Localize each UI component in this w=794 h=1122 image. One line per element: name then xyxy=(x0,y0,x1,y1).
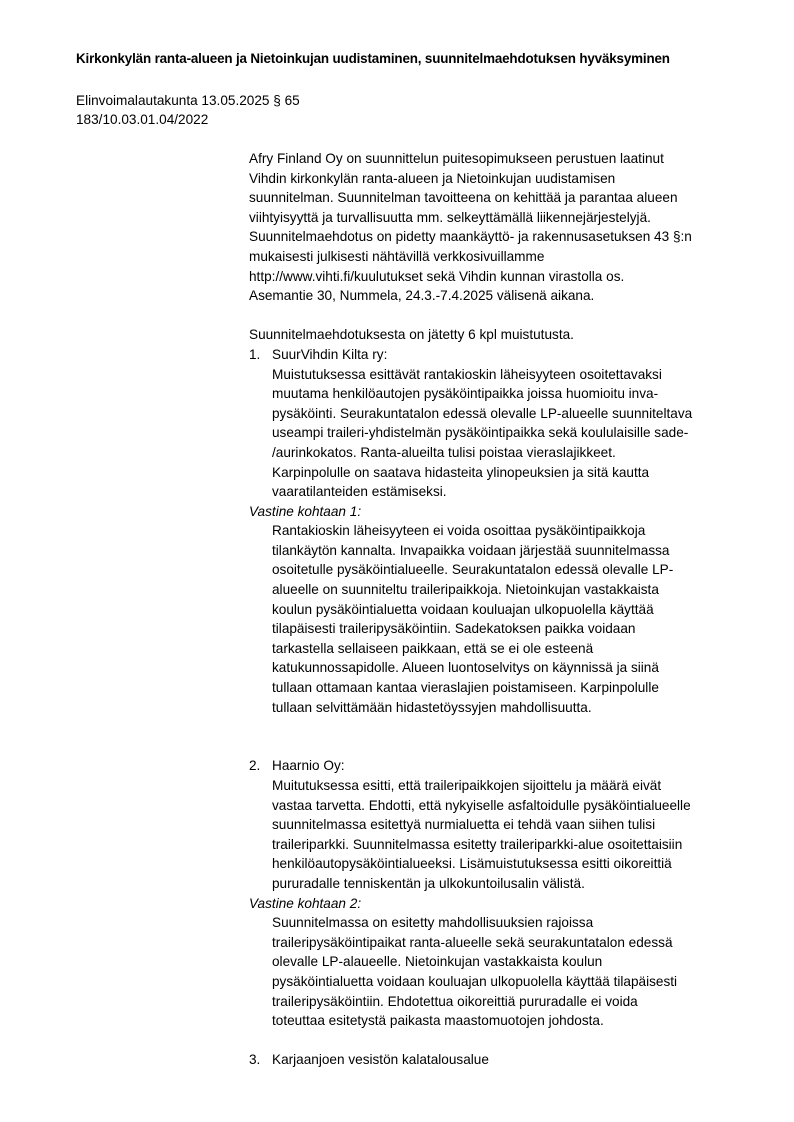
intro-paragraph xyxy=(249,149,729,306)
text-line: katukunnossapidolle. Alueen luontoselvitys on käynnissä ja siinä xyxy=(272,660,659,676)
meeting-reference: Elinvoimalautakunta 13.05.2025 § 65 xyxy=(76,93,300,108)
text-line: tullaan ottamaan kantaa vieraslajien poistamiseen. Karpinpolulle xyxy=(272,680,659,696)
document-title: Kirkonkylän ranta-alueen ja Nietoinkujan uudistaminen, suunnitelmaehdotuksen hyväksyminen xyxy=(76,51,670,66)
text-line: pysäköinti. Seurakuntatalon edessä olevalle LP-alueelle suunniteltava xyxy=(272,405,693,421)
text-line: Suunnitelmaehdotuksesta on jätetty 6 kpl muistutusta. xyxy=(249,327,574,343)
item-title: Karjaanjoen vesistön kalatalousalue xyxy=(272,1052,489,1068)
item-title: Haarnio Oy: xyxy=(272,758,345,774)
text-line: tilankäytön kannalta. Invapaikka voidaan järjestää suunnitelmassa xyxy=(272,542,670,558)
response-label: Vastine kohtaan 2: xyxy=(249,895,362,911)
objection-item-1 xyxy=(249,345,729,717)
item-number: 3. xyxy=(249,1052,261,1068)
text-line: suunnitelman. Suunnitelman tavoitteena on kehittää ja parantaa alueen xyxy=(249,190,678,206)
objection-text xyxy=(272,365,729,502)
response-text xyxy=(272,913,729,1031)
text-line: mukaisesti julkisesti nähtävillä verkkosivuillamme xyxy=(249,248,545,264)
text-line: toteuttaa esitetystä paikasta maastomuotojen johdosta. xyxy=(272,1013,604,1029)
text-line: tullaan selvittämään hidastetöyssyjen mahdollisuutta. xyxy=(272,699,592,715)
objection-text xyxy=(272,776,729,894)
text-line: muutama henkilöautojen pysäköintipaikka joissa huomioitu inva- xyxy=(272,386,659,402)
response-text xyxy=(272,521,729,717)
response-label: Vastine kohtaan 1: xyxy=(249,503,362,519)
text-line: useampi traileri-yhdistelmän pysäköintipaikka sekä koululaisille sade- xyxy=(272,425,689,441)
summary-line xyxy=(249,325,729,345)
text-line: tarkastella sellaiseen paikkaan, että se ei ole esteenä xyxy=(272,640,594,656)
text-line: alueelle on suunniteltu traileripaikkoja. Nietoinkujan vastakkaista xyxy=(272,582,659,598)
text-line: Suunnitelmaehdotus on pidetty maankäyttö- ja rakennusasetuksen 43 §:n xyxy=(249,229,692,245)
text-line: vaaratilanteiden estämiseksi. xyxy=(272,484,447,500)
text-line: traileripysäköintiin. Ehdotettua oikoreittiä pururadalle ei voida xyxy=(272,993,638,1009)
text-line: Asemantie 30, Nummela, 24.3.-7.4.2025 välisenä aikana. xyxy=(249,288,595,304)
text-line: tilapäisesti traileripysäköintiin. Sadekatoksen paikka voidaan xyxy=(272,621,636,637)
text-line: traileripysäköintipaikat ranta-alueelle sekä seurakuntatalon edessä xyxy=(272,934,673,950)
text-line: olevalle LP-alaueelle. Nietoinkujan vastakkaista koulun xyxy=(272,954,603,970)
item-title: SuurVihdin Kilta ry: xyxy=(272,346,388,362)
text-line: henkilöautopysäköintialueeksi. Lisämuistutuksessa esitti oikoreittiä xyxy=(272,856,672,872)
text-line: Afry Finland Oy on suunnittelun puitesopimukseen perustuen laatinut xyxy=(249,151,664,166)
text-line: koulun pysäköintialuetta voidaan kouluajan ulkopuolella käyttää xyxy=(272,601,654,617)
text-line: Muistutuksessa esittävät rantakioskin läheisyyteen osoitettavaksi xyxy=(272,366,662,382)
text-line: Karpinpolulle on saatava hidasteita ylinopeuksien ja sitä kautta xyxy=(272,464,650,480)
text-line: http://www.vihti.fi/kuulutukset sekä Vihdin kunnan virastolla os. xyxy=(249,268,625,284)
text-line: viihtyisyyttä ja turvallisuutta mm. selkeyttämällä liikennejärjestelyjä. xyxy=(249,209,651,225)
objection-item-3 xyxy=(249,1050,729,1070)
item-number: 2. xyxy=(249,758,261,774)
text-line: pysäköintialuetta voidaan kouluajan ulkopuolella käyttää tilapäisesti xyxy=(272,973,678,989)
text-line: Muitutuksessa esitti, että traileripaikkojen sijoittelu ja määrä eivät xyxy=(272,778,662,793)
objection-item-2 xyxy=(249,756,729,1030)
text-line: vastaa tarvetta. Ehdotti, että nykyiselle asfaltoidulle pysäköintialueelle xyxy=(272,797,691,813)
item-number: 1. xyxy=(249,346,261,362)
text-line: pururadalle tenniskentän ja ulkokuntoilusalin välistä. xyxy=(272,875,585,891)
text-line: suunnitelmassa esitettyä nurmialuetta ei tehdä vaan siihen tulisi xyxy=(272,817,656,833)
text-line: traileriparkki. Suunnitelmassa esitetty traileriparkki-alue osoitettaisiin xyxy=(272,836,683,852)
text-line: /aurinkokatos. Ranta-alueilta tulisi poistaa vieraslajikkeet. xyxy=(272,444,616,460)
text-line: Rantakioskin läheisyyteen ei voida osoittaa pysäköintipaikkoja xyxy=(272,523,646,539)
text-line: Suunnitelmassa on esitetty mahdollisuuksien rajoissa xyxy=(272,915,594,931)
document-body xyxy=(249,149,729,1070)
text-line: osoitetulle pysäköintialueelle. Seurakuntatalon edessä olevalle LP- xyxy=(272,562,674,578)
record-id: 183/10.03.01.04/2022 xyxy=(76,112,209,127)
text-line: Vihdin kirkonkylän ranta-alueen ja Nietoinkujan uudistamisen xyxy=(249,170,616,186)
